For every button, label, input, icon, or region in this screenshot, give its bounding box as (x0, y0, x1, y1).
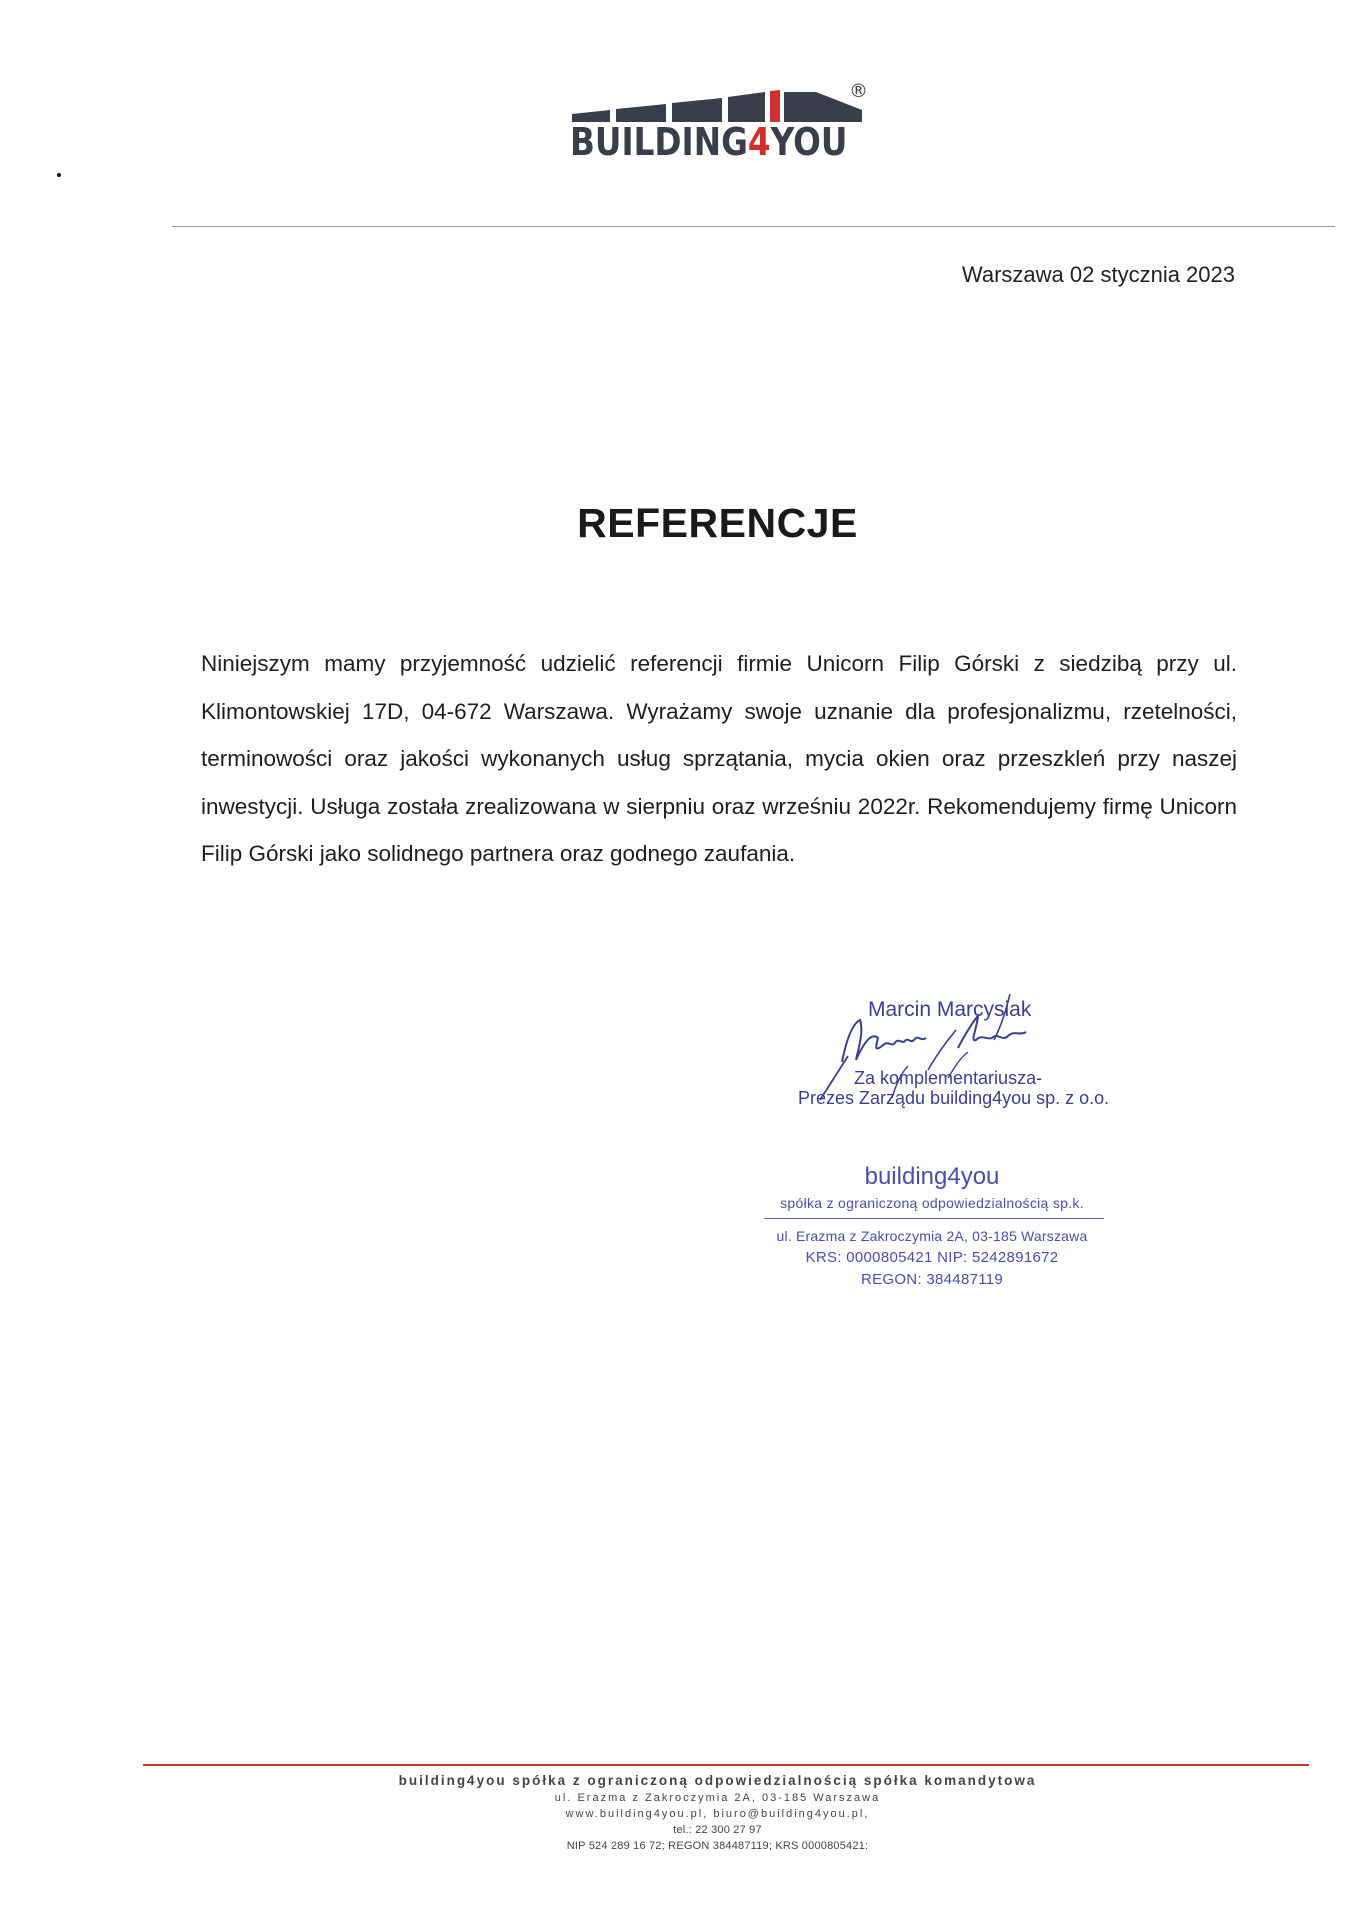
scan-speck (57, 173, 61, 177)
signatory-name: Marcin Marcysiak (868, 998, 1032, 1021)
logo-wordmark (570, 120, 847, 164)
footer-registry-numbers: NIP 524 289 16 72; REGON 384487119; KRS 0000805421: (566, 1840, 869, 1852)
logo-word-you: YOU (770, 120, 848, 164)
stamp-divider (764, 1218, 1104, 1219)
signatory-role-line2: Prezes Zarządu building4you sp. z o.o. (798, 1088, 1110, 1108)
footer-web-email: www.building4you.pl, biuro@building4you.pl, (565, 1808, 870, 1820)
company-logo (570, 80, 870, 170)
stamp-company-type: spółka z ograniczoną odpowiedzialnością sp.k. (780, 1195, 1084, 1211)
registered-mark: ® (849, 80, 868, 102)
letter-footer (0, 1772, 1359, 1854)
company-stamp (752, 1162, 1112, 1302)
footer-phone: tel.: 22 300 27 97 (673, 1824, 762, 1836)
stamp-company-name: building4you (864, 1163, 1000, 1190)
letter-title: REFERENCJE (577, 500, 858, 546)
signature-block (780, 980, 1120, 1130)
stamp-address: ul. Erazma z Zakroczymia 2A, 03-185 Warszawa (776, 1228, 1088, 1244)
footer-divider (143, 1764, 1309, 1766)
header-divider (172, 226, 1335, 227)
stamp-krs-nip: KRS: 0000805421 NIP: 5242891672 (805, 1249, 1059, 1266)
letter-date: Warszawa 02 stycznia 2023 (961, 262, 1235, 287)
logo-word-building: BUILDING (570, 120, 748, 164)
footer-address: ul. Erazma z Zakroczymia 2A, 03-185 Warszawa (554, 1792, 881, 1804)
stamp-regon: REGON: 384487119 (860, 1271, 1004, 1288)
logo-digit-4: 4 (747, 120, 771, 164)
signatory-role-line1: Za komplementariusza- (854, 1068, 1043, 1088)
footer-company-name: building4you spółka z ograniczoną odpowiedzialnością spółka komandytowa (398, 1773, 1037, 1788)
letter-body: Niniejszym mamy przyjemność udzielić referencji firmie Unicorn Filip Górski z siedzibą przy ul. Klimontowskiej 17D, 04-672 Warszawa. Wyrażamy swoje uznanie dla profesjonalizmu, rzetelności, terminowości oraz jakości wykonanych usług sprzątania, mycia okien oraz przeszkleń przy naszej inwestycji. Usługa została zrealizowana w sierpniu oraz wrześniu 2022r. Rekomendujemy firmę Unicorn Filip Górski jako solidnego partnera oraz godnego zaufania. (201, 651, 1237, 866)
